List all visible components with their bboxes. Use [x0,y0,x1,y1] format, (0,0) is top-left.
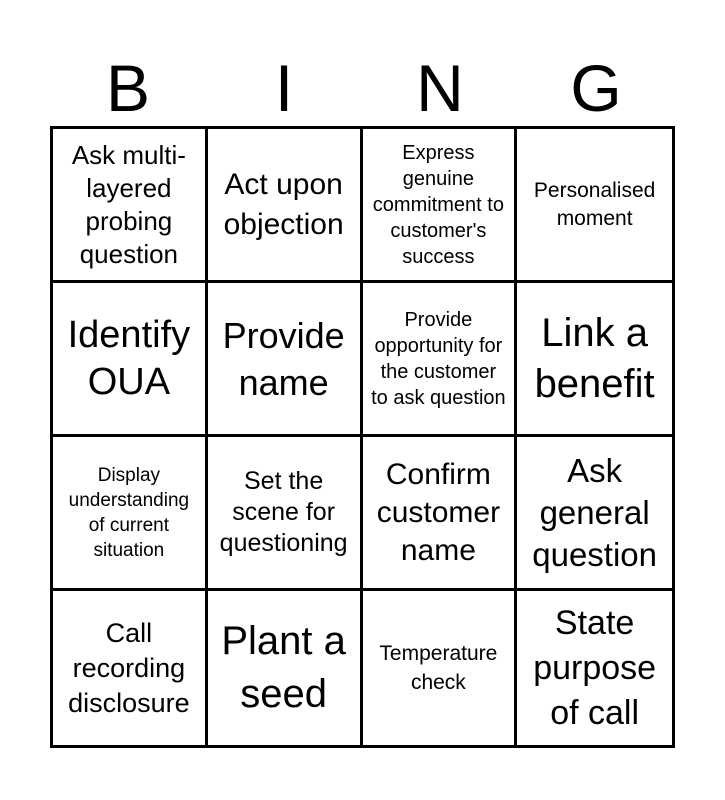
bingo-cell-text: Ask multi-layered probing question [71,139,186,269]
bingo-cell-text: Confirm customer name [376,457,501,567]
bingo-cell[interactable] [53,437,208,591]
bingo-cell[interactable] [208,591,363,745]
bingo-cell[interactable] [363,437,518,591]
bingo-cell-text: Provide opportunity for the customer to ask question [371,308,506,409]
bingo-cell[interactable] [363,283,518,437]
bingo-cell[interactable] [517,283,672,437]
bingo-cell[interactable] [53,129,208,283]
bingo-cell-text: Personalised moment [533,178,656,230]
bingo-cell-text: Link a benefit [534,310,655,406]
bingo-cell-text: Set the scene for questioning [219,467,348,557]
bingo-cell[interactable] [517,591,672,745]
bingo-header [50,50,675,126]
bingo-cell-text: Temperature check [379,642,498,694]
bingo-cell-text: State purpose of call [533,603,657,732]
bingo-cell[interactable] [53,283,208,437]
bingo-cell-text: Call recording disclosure [68,617,190,718]
bingo-cell-text: Identify OUA [67,313,191,403]
bingo-cell-text: Act upon objection [223,167,344,241]
bingo-cell[interactable] [208,283,363,437]
bingo-cell-text: Plant a seed [221,619,346,716]
bingo-cell-text: Ask general question [532,451,657,573]
header-letter-b: B [105,51,151,125]
bingo-cell-text: Display understanding of current situation [68,464,190,561]
bingo-cell[interactable] [53,591,208,745]
header-letter-i: I [274,51,294,125]
bingo-cell[interactable] [208,437,363,591]
header-letter-g: G [570,51,622,125]
bingo-cell[interactable] [517,129,672,283]
bingo-cell[interactable] [208,129,363,283]
bingo-grid [50,126,675,748]
bingo-cell[interactable] [517,437,672,591]
bingo-cell[interactable] [363,591,518,745]
bingo-cell-text: Express genuine commitment to customer's success [372,141,504,268]
bingo-cell[interactable] [363,129,518,283]
header-letter-n: N [416,51,464,125]
bingo-cell-text: Provide name [222,314,345,403]
